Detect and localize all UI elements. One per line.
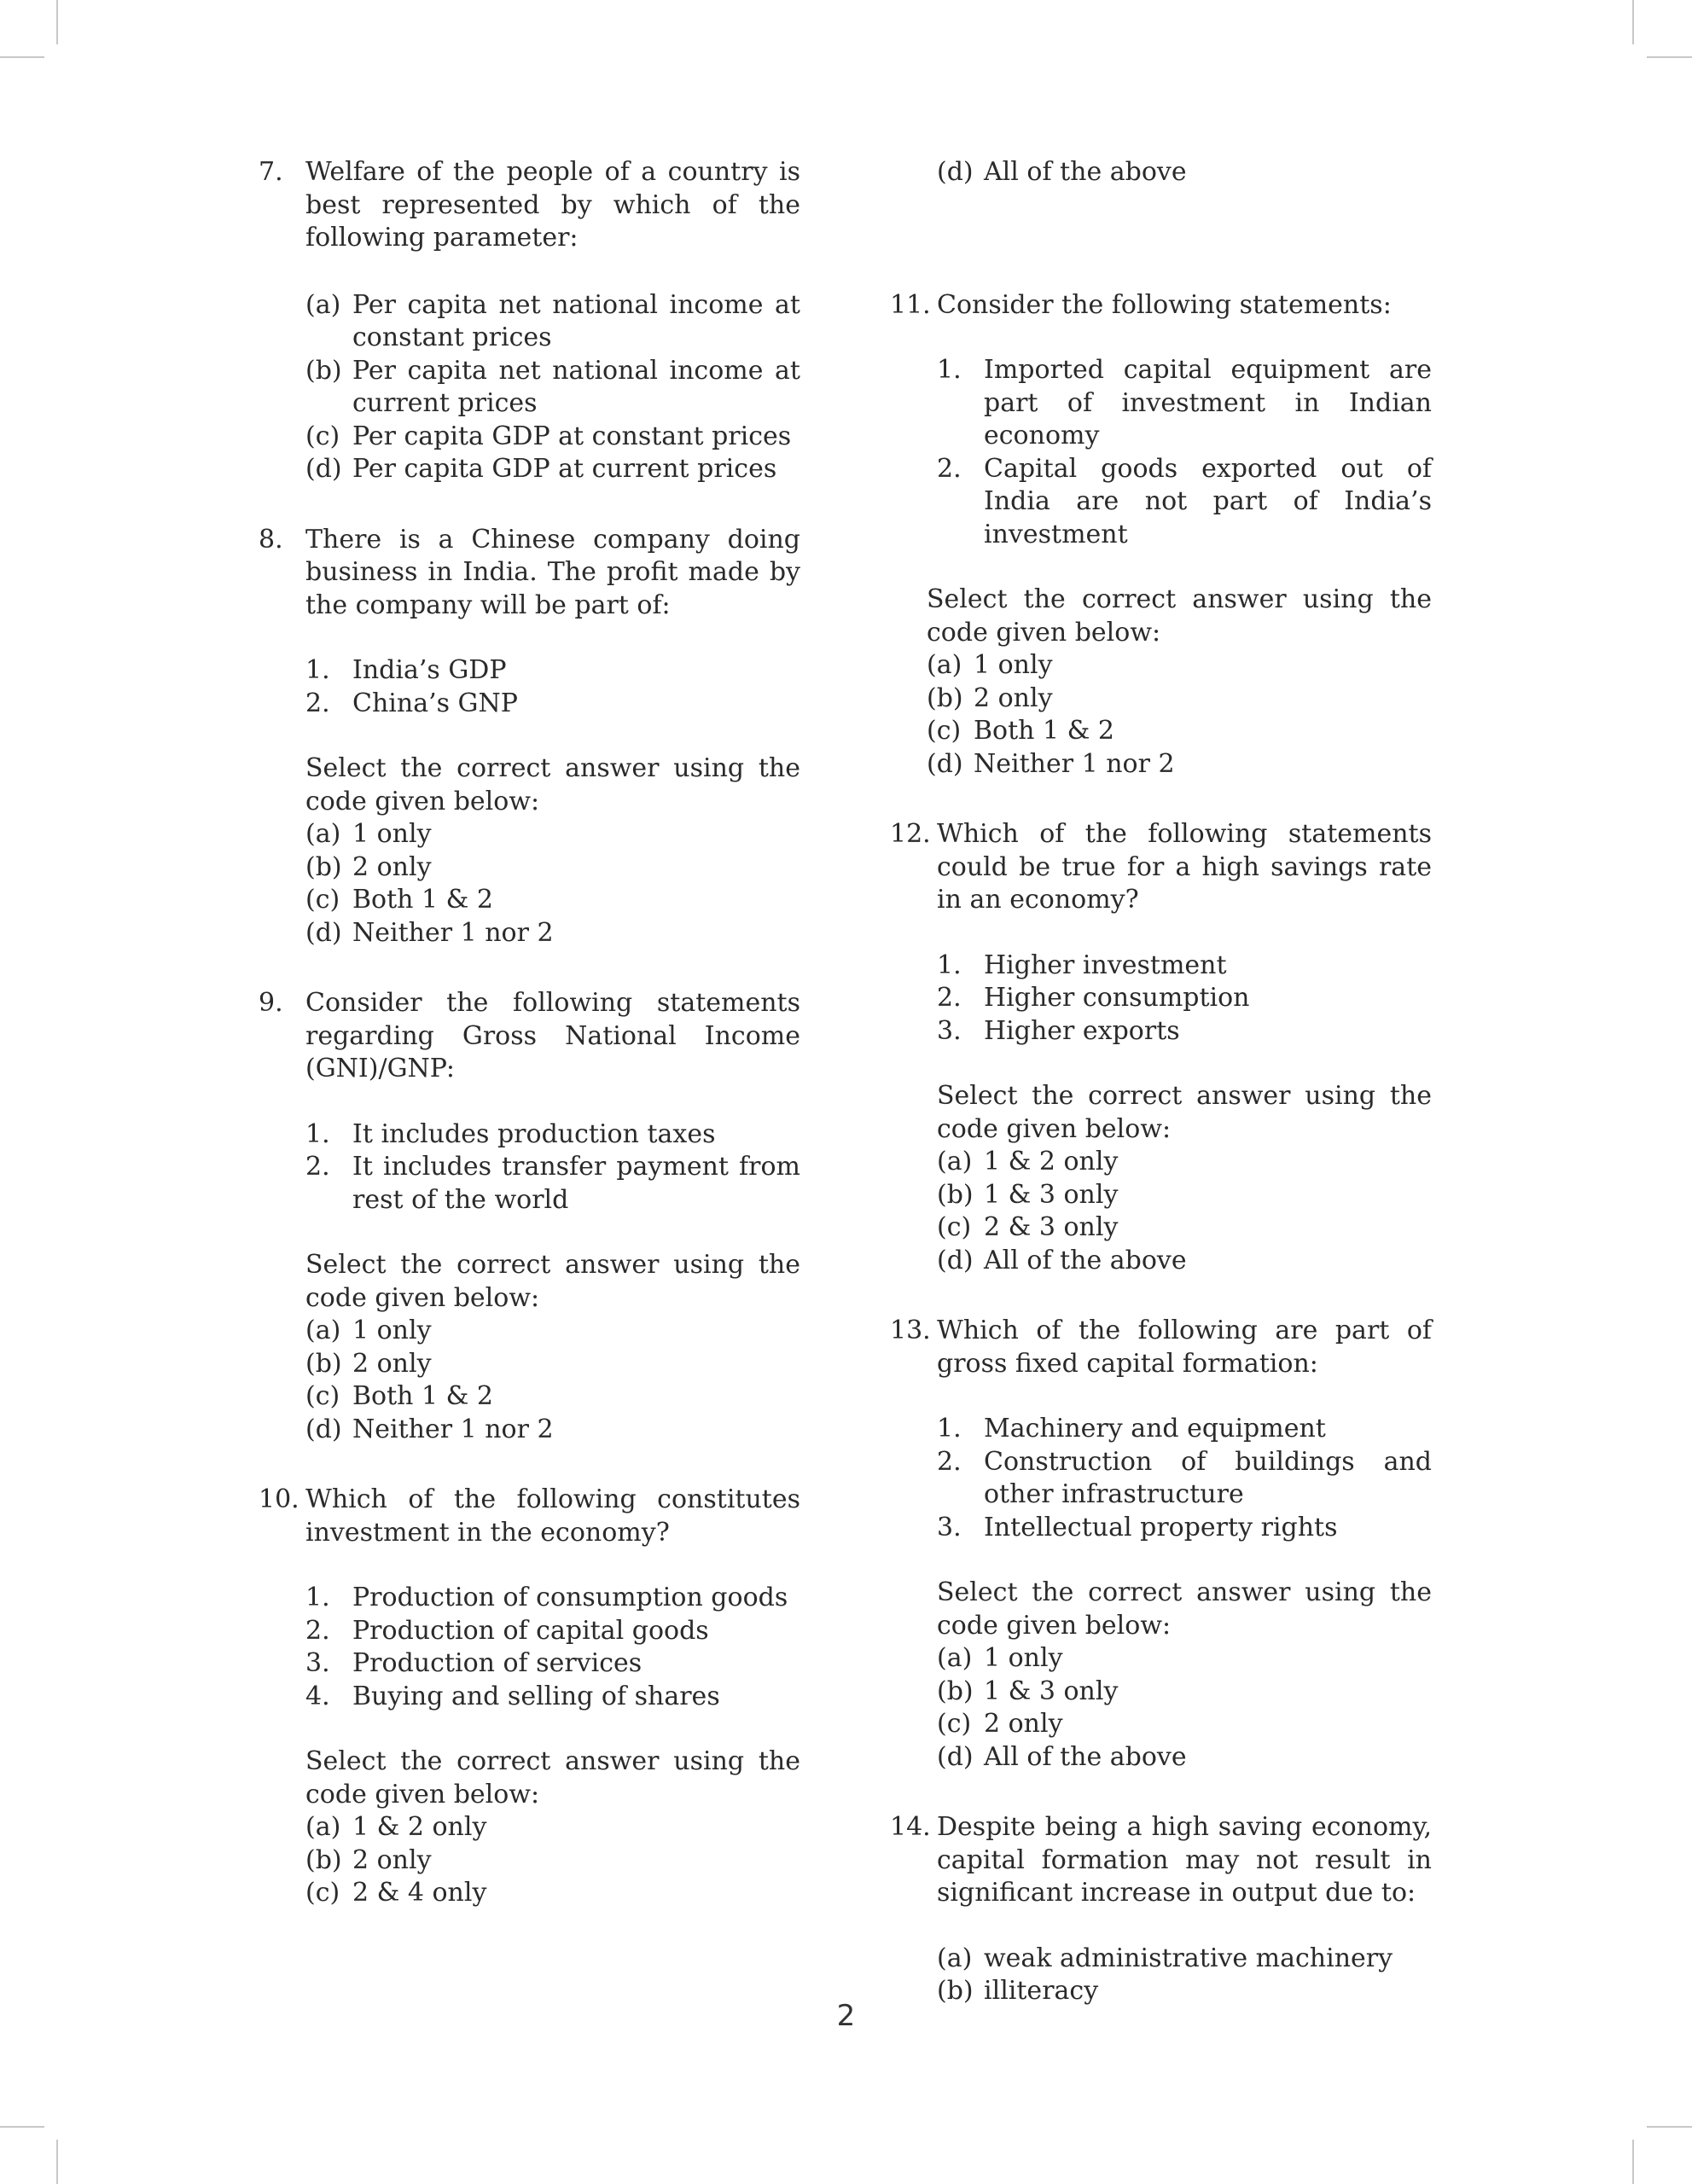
option [937, 1943, 1432, 1976]
statement-marker: 3. [937, 1512, 962, 1542]
answer-code-block [305, 1249, 800, 1446]
question-10 [259, 1484, 800, 1910]
statement-text: Higher consumption [984, 983, 1250, 1013]
option-marker: (a) [305, 819, 341, 849]
option-marker: (d) [937, 157, 974, 187]
statement-marker: 2. [937, 983, 962, 1013]
option [305, 1844, 800, 1878]
question-number: 10. [259, 1484, 299, 1514]
question-number: 9. [259, 988, 283, 1018]
statement-marker: 4. [305, 1681, 330, 1711]
option-marker: (a) [927, 650, 962, 680]
option-text: 1 only [352, 1316, 432, 1345]
option [305, 289, 800, 355]
statement-text: Production of consumption goods [352, 1583, 788, 1612]
option-marker: (b) [937, 1976, 974, 2006]
option [305, 917, 800, 950]
option-marker: (d) [927, 748, 963, 779]
option-text: Neither 1 nor 2 [352, 1414, 554, 1444]
question-number: 11. [890, 289, 931, 320]
option-marker: (d) [937, 1245, 974, 1275]
option-text: 2 only [352, 851, 432, 882]
option-text: Both 1 & 2 [352, 1381, 493, 1411]
statement-text: Production of services [352, 1648, 642, 1678]
option [927, 715, 1432, 748]
statements-list [937, 950, 1432, 1048]
option-text: 1 only [352, 819, 432, 849]
answer-code-block [305, 752, 800, 950]
crop-mark [56, 2140, 58, 2184]
statement-text: Capital goods exported out of India are not part of India’s investment [984, 453, 1432, 549]
statement [937, 453, 1432, 552]
option-marker: (c) [927, 716, 962, 746]
option [305, 1348, 800, 1381]
statement-text: Construction of buildings and other infrastructure [984, 1446, 1432, 1509]
statement-marker: 1. [937, 1414, 962, 1443]
left-column [259, 156, 800, 1910]
option-marker: (b) [937, 1676, 974, 1706]
option-marker: (c) [305, 1878, 340, 1908]
statement [305, 1615, 800, 1648]
statement [937, 1015, 1432, 1048]
statement-text: India’s GDP [352, 655, 507, 685]
question-8 [259, 524, 800, 950]
option-marker: (d) [305, 917, 342, 948]
option-text: 2 only [352, 1348, 432, 1379]
option-text: 1 & 2 only [352, 1812, 487, 1842]
option [937, 1708, 1432, 1741]
answer-code-block [937, 1577, 1432, 1774]
select-prompt: Select the correct answer using the code given below: [305, 1250, 800, 1313]
option [927, 748, 1432, 781]
statement-text: Higher exports [984, 1015, 1180, 1046]
statement-marker: 1. [305, 1118, 330, 1149]
option-marker: (b) [305, 355, 342, 386]
crop-mark [1632, 2140, 1634, 2184]
statement-text: China’s GNP [352, 688, 518, 718]
answer-code-block [937, 1080, 1432, 1277]
option-text: Neither 1 nor 2 [352, 917, 554, 948]
option-marker: (a) [305, 289, 341, 320]
option [927, 649, 1432, 682]
option-text: 2 only [352, 1844, 432, 1875]
question-9 [259, 987, 800, 1446]
option [937, 1245, 1432, 1278]
select-prompt: Select the correct answer using the code given below: [927, 584, 1432, 648]
statement [937, 354, 1432, 453]
option-marker: (c) [937, 1709, 972, 1739]
option [305, 1877, 800, 1910]
option-text: 2 only [984, 1709, 1063, 1739]
option-marker: (a) [305, 1316, 341, 1345]
option-text: Per capita GDP at current prices [352, 454, 777, 484]
option-text: 1 only [974, 650, 1053, 680]
option-marker: (b) [305, 851, 342, 882]
page-number: 2 [836, 1999, 856, 2033]
crop-mark [0, 2126, 44, 2128]
statement-marker: 1. [937, 950, 962, 980]
question-number: 14. [890, 1812, 931, 1842]
option [305, 851, 800, 885]
crop-mark [1647, 56, 1692, 58]
option-text: Both 1 & 2 [352, 885, 493, 915]
statements-list [305, 1118, 800, 1217]
option [927, 682, 1432, 716]
statement [305, 654, 800, 688]
statement [937, 1413, 1432, 1446]
option-marker: (d) [937, 1741, 974, 1772]
statement-text: Machinery and equipment [984, 1414, 1326, 1443]
statement-text: It includes transfer payment from rest of the world [352, 1152, 800, 1215]
statement [305, 688, 800, 721]
question-11 [890, 289, 1432, 781]
crop-mark [0, 56, 44, 58]
statement-text: Production of capital goods [352, 1615, 709, 1646]
option [305, 884, 800, 917]
statement-marker: 1. [305, 655, 330, 685]
option-text: 1 & 3 only [984, 1676, 1119, 1706]
option-text: Per capita net national income at constant prices [352, 289, 800, 352]
option-text: Both 1 & 2 [974, 716, 1114, 746]
option-marker: (c) [305, 885, 340, 915]
statement [937, 1512, 1432, 1545]
option [937, 1211, 1432, 1245]
statement [305, 1118, 800, 1152]
option-marker: (a) [937, 1147, 973, 1176]
statement-text: Imported capital equipment are part of investment in Indian economy [984, 355, 1432, 450]
statement-marker: 2. [937, 1446, 962, 1477]
statement-marker: 2. [305, 1152, 330, 1182]
option-text: 1 & 3 only [984, 1179, 1119, 1210]
option-text: All of the above [984, 1741, 1187, 1772]
option-marker: (b) [937, 1179, 974, 1210]
option-text: 1 & 2 only [984, 1147, 1119, 1176]
option-marker: (a) [937, 1943, 973, 1973]
option-marker: (b) [927, 682, 963, 713]
question-text: Consider the following statements: [937, 289, 1392, 320]
question-text: Which of the following constitutes investment in the economy? [305, 1484, 800, 1548]
statement-marker: 2. [305, 1615, 330, 1646]
question-number: 12. [890, 819, 931, 849]
option-marker: (c) [305, 421, 340, 451]
option [305, 355, 800, 421]
option-text: 1 only [984, 1643, 1063, 1673]
option-text: Per capita GDP at constant prices [352, 421, 792, 451]
option-marker: (d) [305, 1414, 342, 1444]
select-prompt: Select the correct answer using the code given below: [937, 1577, 1432, 1641]
option-marker: (b) [305, 1844, 342, 1875]
option-text: All of the above [984, 157, 1187, 187]
option [305, 1380, 800, 1414]
select-prompt: Select the correct answer using the code given below: [305, 753, 800, 816]
option-text: Per capita net national income at current prices [352, 355, 800, 418]
option [305, 1414, 800, 1447]
crop-mark [1632, 0, 1634, 44]
question-14 [890, 1811, 1432, 2008]
statement [305, 1647, 800, 1681]
statement-text: It includes production taxes [352, 1118, 716, 1149]
question-text: Welfare of the people of a country is best represented by which of the following parameter: [305, 157, 800, 253]
option [305, 421, 800, 454]
option [937, 156, 1432, 189]
statement-text: Buying and selling of shares [352, 1681, 720, 1711]
crop-mark [1647, 2126, 1692, 2128]
statement-text: Higher investment [984, 950, 1227, 980]
option [305, 453, 800, 486]
question-12 [890, 818, 1432, 1277]
question-text: Despite being a high saving economy, capital formation may not result in significant increase in output due to: [937, 1812, 1432, 1908]
option-text: All of the above [984, 1245, 1187, 1275]
select-prompt: Select the correct answer using the code given below: [305, 1746, 800, 1809]
statement-marker: 1. [305, 1583, 330, 1612]
question-13 [890, 1315, 1432, 1774]
option-text: weak administrative machinery [984, 1943, 1393, 1973]
options-list [305, 289, 800, 486]
option-marker: (d) [305, 454, 342, 484]
statement [937, 982, 1432, 1015]
question-text: Which of the following are part of gross fixed capital formation: [937, 1316, 1432, 1379]
option [305, 1811, 800, 1844]
option-marker: (c) [937, 1212, 972, 1242]
answer-code-block [305, 1745, 800, 1910]
select-prompt: Select the correct answer using the code given below: [937, 1081, 1432, 1144]
answer-code-block [927, 584, 1432, 781]
statement [305, 1681, 800, 1714]
option [937, 1741, 1432, 1774]
question-number: 7. [259, 157, 283, 187]
statements-list [305, 654, 800, 720]
option-marker: (c) [305, 1381, 340, 1411]
option [305, 1315, 800, 1348]
option-marker: (a) [937, 1643, 973, 1673]
option [937, 1642, 1432, 1676]
statement [305, 1582, 800, 1615]
question-number: 8. [259, 524, 283, 555]
option [937, 1146, 1432, 1179]
statement-marker: 2. [305, 688, 330, 718]
question-number: 13. [890, 1316, 931, 1345]
statements-list [305, 1582, 800, 1713]
statement-marker: 3. [937, 1015, 962, 1046]
crop-mark [56, 0, 58, 44]
option [305, 818, 800, 851]
statements-list [937, 354, 1432, 551]
statement [305, 1151, 800, 1217]
statement-text: Intellectual property rights [984, 1512, 1338, 1542]
options-list [937, 1943, 1432, 2008]
option-text: Neither 1 nor 2 [974, 748, 1175, 779]
statement-marker: 3. [305, 1648, 330, 1678]
option [937, 1676, 1432, 1709]
option-text: 2 only [974, 682, 1053, 713]
question-text: Which of the following statements could be true for a high savings rate in an economy? [937, 819, 1432, 915]
statement-marker: 2. [937, 453, 962, 484]
option-text: illiteracy [984, 1976, 1099, 2006]
option [937, 1179, 1432, 1212]
statements-list [937, 1413, 1432, 1544]
option-text: 2 & 4 only [352, 1878, 487, 1908]
statement [937, 950, 1432, 983]
option-text: 2 & 3 only [984, 1212, 1119, 1242]
statement-marker: 1. [937, 355, 962, 385]
question-text: Consider the following statements regarding Gross National Income (GNI)/GNP: [305, 988, 800, 1083]
right-column [890, 156, 1432, 2008]
question-text: There is a Chinese company doing business in India. The profit made by the company will be part of: [305, 524, 800, 620]
option-marker: (b) [305, 1348, 342, 1379]
question-7 [259, 156, 800, 486]
statement [937, 1446, 1432, 1512]
option-marker: (a) [305, 1812, 341, 1842]
